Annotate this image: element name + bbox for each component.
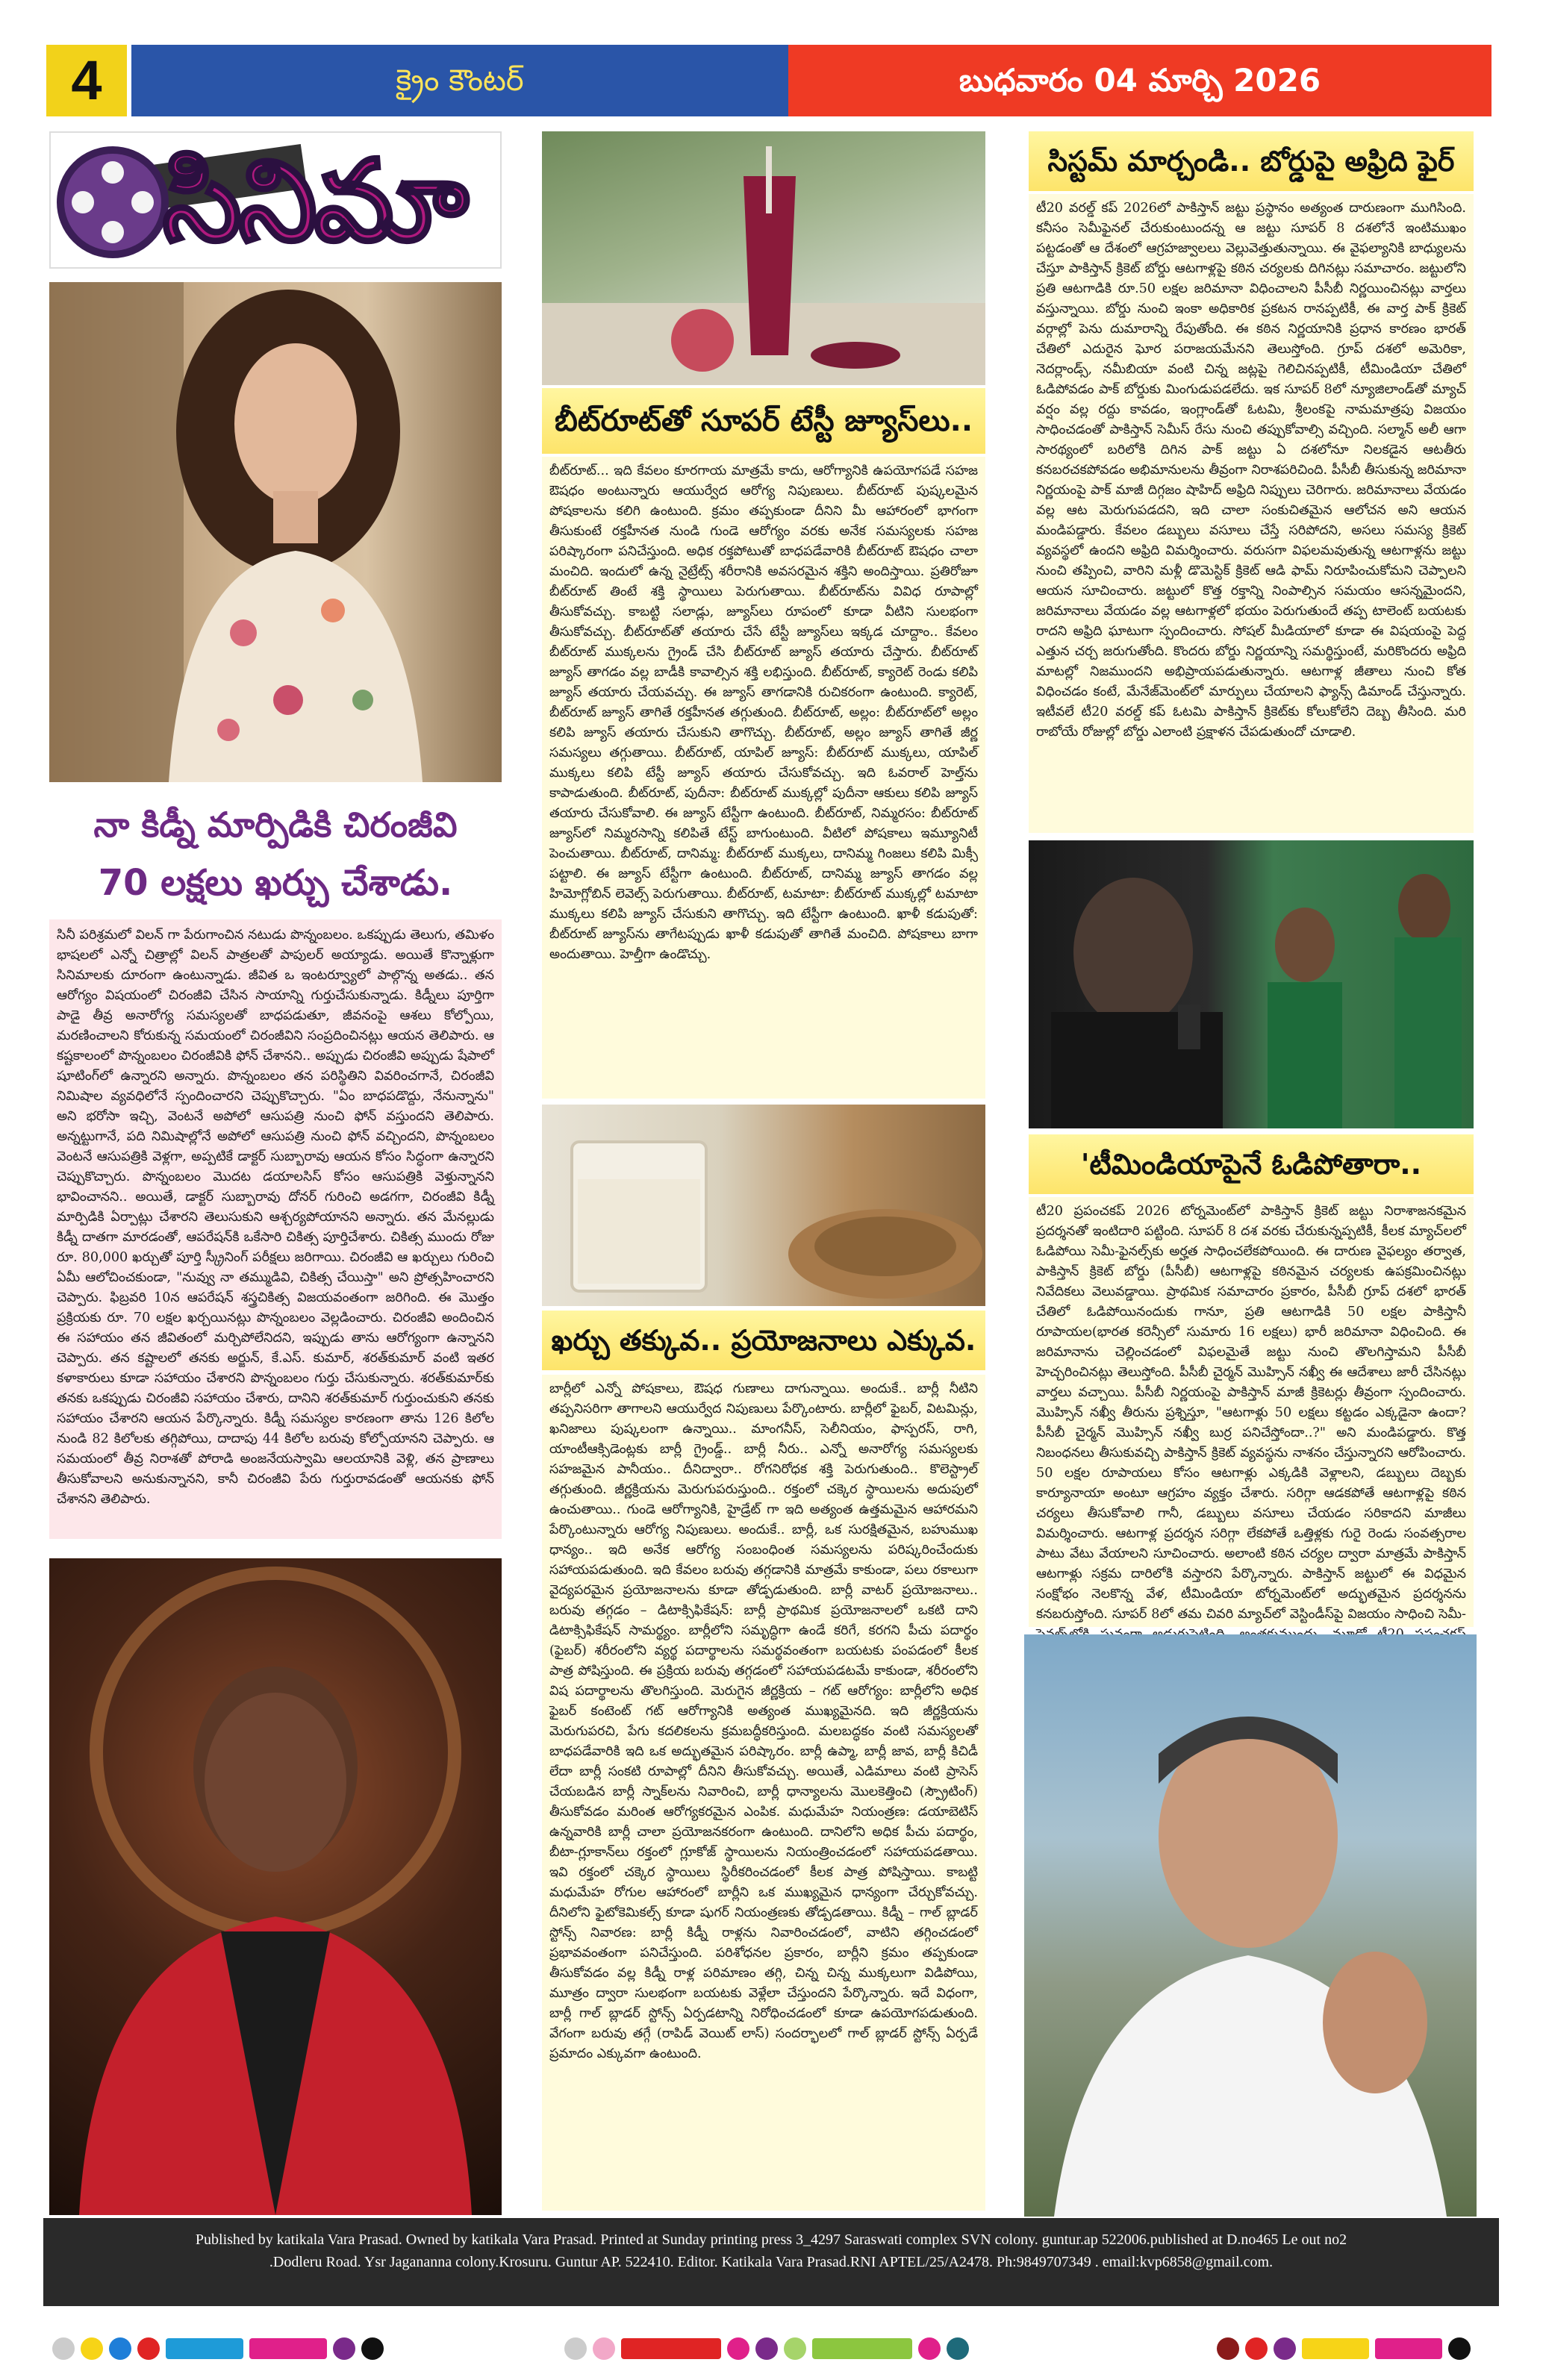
cinema-section-logo <box>49 131 502 269</box>
actor-photo <box>49 1558 502 2215</box>
afridi-article-body: టీ20 వరల్డ్ కప్ 2026లో పాకిస్తాన్ జట్టు ప్రస్థానం అత్యంత దారుణంగా ముగిసింది. కనీసం సెమీఫైనల్ చేరుకుంటుందన్న ఆ జట్టు సూపర్ 8 దశలోనే ఇంటిముఖం పట్టడంతో ఆ దేశంలో ఆగ్రహజ్వాలలు వెల్లువెత్తుతున్నాయి. ఈ వైఫల్యానికి బాధ్యులను చేస్తూ పాకిస్తాన్ క్రికెట్ బోర్డు ఆటగాళ్లపై కఠిన చర్యలకు దిగినట్లు సమాచారం. జట్టులోని ప్రతి ఆటగాడికి రూ.50 లక్షల జరిమానా విధించాలని పీసీబీ నిర్ణయించినట్లు వార్తలు వస్తున్నాయి. బోర్డు నుంచి ఇంకా అధికారిక ప్రకటన రానప్పటికీ, ఈ వార్త పాక్ క్రికెట్ వర్గాల్లో పెను దుమారాన్ని రేపుతోంది. ఈ కఠిన నిర్ణయానికి ప్రధాన కారణం భారత్ చేతిలో ఎదురైన ఘోర పరాజయమేనని తెలుస్తోంది. గ్రూప్ దశలో అమెరికా, నెదర్లాండ్స్, నమీబియా వంటి చిన్న జట్లపై గెలిచినప్పటికీ, టీమిండియా చేతిలో ఓడిపోవడం పాక్ బోర్డుకు మింగుడుపడలేదు. ఇక సూపర్ 8లో న్యూజిలాండ్‌తో మ్యాచ్ వర్షం వల్ల రద్దు కావడం, ఇంగ్లాండ్‌తో ఓటమి, శ్రీలంకపై నామమాత్రపు విజయం సాధించడంతో పాకిస్తాన్ సెమీస్ రేసు నుంచి తప్పుకోవాల్సి వచ్చింది. సల్మాన్ అలీ ఆగా సారథ్యంలో బరిలోకి దిగిన పాక్ జట్టు ఏ దశలోనూ నిలకడైన ఆటతీరు కనబరచకపోవడం అభిమానులను తీవ్రంగా నిరాశపరిచింది. పీసీబీ తీసుకున్న జరిమానా నిర్ణయంపై పాక్ మాజీ దిగ్గజం షాహిద్ అఫ్రిది నిప్పులు చెరిగారు. జరిమానాలు వేయడం వల్ల ఆట మెరుగుపడదని, ఇది చాలా సంకుచితమైన ఆలోచన అని ఆయన మండిపడ్డారు. కేవలం డబ్బులు వసూలు చేస్తే సరిపోదని, అసలు సమస్య క్రికెట్ వ్యవస్థలో ఉందని అఫ్రిది విమర్శించారు. వరుసగా విఫలమవుతున్న ఆటగాళ్లను జట్టు నుంచి తప్పించి, వారిని మళ్లీ డొమెస్టిక్ క్రికెట్ ఆడి ఫామ్ నిరూపించుకోమని చెప్పాలని ఆయన సూచించారు. జట్టులో కొత్త రక్తాన్ని నింపాల్సిన సమయం ఆసన్నమైందని, జరిమానాలు వేయడం వల్ల ఆటగాళ్లలో భయం పెరుగుతుందే తప్ప టాలెంట్ బయటకు రాదని అఫ్రిది ఘాటుగా స్పందించారు. సోషల్ మీడియాలో కూడా ఈ విషయంపై పెద్ద ఎత్తున చర్చ జరుగుతోంది. కొందరు బోర్డు నిర్ణయాన్ని సమర్థిస్తుంటే, మరికొందరు అఫ్రిది మాటల్లో నిజముందని అభిప్రాయపడుతున్నారు. ఆటగాళ్ల జీతాలు నుంచి కోత విధించడం కంటే, మేనేజ్‌మెంట్‌లో మార్పులు చేయాలని ఫ్యాన్స్ డిమాండ్ చేస్తున్నారు. ఇటీవలే టీ20 వరల్డ్ కప్ ఓటమి పాకిస్తాన్ క్రికెట్‌కు కోలుకోలేని దెబ్బ తీసింది. మరి రాబోయే రోజుల్లో బోర్డు ఎలాంటి ప్రక్షాళన చేపడుతుందో చూడాలి. <box>1029 194 1474 833</box>
afridi-headline: సిస్టమ్ మార్చండి.. బోర్డుపై అఫ్రిది ఫైర్ <box>1029 131 1474 191</box>
barley-headline: ఖర్చు తక్కువ.. ప్రయోజనాలు ఎక్కువ. <box>542 1311 985 1370</box>
publisher-footer <box>43 2218 1499 2306</box>
section-title: క్రైం కౌంటర్ <box>131 45 788 116</box>
actress-photo <box>49 282 502 782</box>
team-india-article-body: టీ20 ప్రపంచకప్ 2026 టోర్నమెంట్‌లో పాకిస్తాన్ క్రికెట్ జట్టు నిరాశాజనకమైన ప్రదర్శనతో ఇంటిదారి పట్టింది. సూపర్ 8 దశ వరకు చేరుకున్నప్పటికీ, కీలక మ్యాచ్‌లలో ఓడిపోయి సెమీ-ఫైనల్స్‌కు అర్హత సాధించలేకపోయింది. ఈ దారుణ వైఫల్యం తర్వాత, పాకిస్తాన్ క్రికెట్ బోర్డు (పీసీబీ) ఆటగాళ్లపై కఠినమైన చర్యలకు ఉపక్రమించినట్లు నివేదికలు వెలువడ్డాయి. ప్రాథమిక సమాచారం ప్రకారం, పీసీబీ గ్రూప్ దశలో భారత్ చేతిలో ఓడిపోయినందుకు గానూ, ప్రతి ఆటగాడికి 50 లక్షల పాకిస్తానీ రూపాయల(భారత కరెన్సీలో సుమారు 16 లక్షలు) భారీ జరిమానా విధించింది. ఈ జరిమానాను చెల్లించడంలో విఫలమైతే జట్టు నుంచి తొలగిస్తామని పీసీబీ హెచ్చరించినట్లు తెలుస్తోంది. పీసీబీ చైర్మన్ మొహ్సిన్ నఖ్వీ ఈ ఆదేశాలు జారీ చేసినట్లు వార్తలు వచ్చాయి. పీసీబీ నిర్ణయంపై పాకిస్తాన్ మాజీ క్రికెటర్లు తీవ్రంగా స్పందించారు. మొహ్సిన్ నఖ్వీ తీరును ప్రశ్నిస్తూ, "ఆటగాళ్లు 50 లక్షలు కట్టడం ఎక్కడైనా ఉందా? పీసీబీ చైర్మన్ మొహ్సిన్ నఖ్వీ బుర్ర పనిచేస్తోందా..?" అని మండిపడ్డారు. కొత్త నిబంధనలు తీసుకువచ్చి పాకిస్తాన్ క్రికెట్ వ్యవస్థను నాశనం చేస్తున్నారని ఆరోపించారు. 50 లక్షల రూపాయలు కోసం ఆటగాళ్లు ఎక్కడికి వెళ్లాలని, డబ్బులు దెబ్బకు కార్యూనాయా అంటూ ఆగ్రహం వ్యక్తం చేశారు. సరిగ్గా ఆడకపోతే ఆటగాళ్లపై కఠిన చర్యలు తీసుకోవాలి గానీ, డబ్బులు వసూలు చేయడం సరికాదని మాజీలు విమర్శించారు. ఆటగాళ్ల ప్రదర్శన సరిగ్గా లేకపోతే ఒత్తిళ్లకు గురై రెండు సంవత్సరాల పాటు వేటు వేయాలని సూచించారు. అలాంటి కఠిన చర్యల ద్వారా మాత్రమే పాకిస్తాన్ ఆటగాళ్లు సక్రమ దారిలోకి వస్తారని పేర్కొన్నారు. పాకిస్తాన్ జట్టులో ఈ విధమైన సంక్షోభం నెలకొన్న వేళ, టీమిండియా టోర్నమెంట్‌లో అద్భుతమైన ప్రదర్శనను కనబరుస్తోంది. సూపర్ 8లో తమ చివరి మ్యాచ్‌లో వెస్టిండీస్‌పై విజయం సాధించి సెమీ- <box>1029 1197 1474 1627</box>
afridi-cricket-photo <box>1029 840 1474 1128</box>
coach-photo <box>1024 1634 1477 2217</box>
color-registration-left <box>52 2336 384 2361</box>
issue-date: బుధవారం 04 మార్చి 2026 <box>788 45 1491 116</box>
footer-line-2: .Dodleru Road. Ysr Jagananna colony.Krosuru. Guntur AP. 522410. Editor. Katikala Vara Prasad.RNI APTEL/25/A2478. Ph:9849707349 . email:kvp6858@gmail.com. <box>269 2254 1274 2270</box>
beetroot-article-body: బీట్‌రూట్... ఇది కేవలం కూరగాయ మాత్రమే కాదు, ఆరోగ్యానికి ఉపయోగపడే సహజ ఔషధం అంటున్నారు ఆయుర్వేద ఆరోగ్య నిపుణులు. బీట్‌రూట్ పుష్కలమైన పోషకాలను కలిగి ఉంటుంది. క్రమం తప్పకుండా దీనిని మీ ఆహారంలో భాగంగా తీసుకుంటే రక్తహీనత నుండి గుండె ఆరోగ్యం వరకు అనేక సమస్యలకు సహజ పరిష్కారంగా పనిచేస్తుంది. అధిక రక్తపోటుతో బాధపడేవారికి బీట్‌రూట్ ఔషధం చాలా మంచిది. ఇందులో ఉన్న నైట్రేట్స్ శరీరానికి అవసరమైన శక్తిని అందిస్తాయి. ప్రతిరోజూ బీట్‌రూట్ తింటే శక్తి స్థాయిలు పెరుగుతాయి. బీట్‌రూట్‌ను వివిధ రూపాల్లో తీసుకోవచ్చు. కాబట్టి సలాడ్లు, జ్యూస్‌లు రూపంలో కూడా వీటిని సులభంగా తీసుకోవచ్చు. బీట్‌రూట్‌తో తయారు చేసే టేస్టీ జ్యూస్‌లు ఇక్కడ చూద్దాం.. కేవలం బీట్‌రూట్ ముక్కలను గ్రైండ్ చేసి బీట్‌రూట్ జ్యూస్ తయారు చేస్తారు. బీట్‌రూట్ జ్యూస్ తాగడం వల్ల బాడీకి కావాల్సిన శక్తి లభిస్తుంది. బీట్‌రూట్, క్యారెట్ రెండు కలిపి జ్యూస్ తయారు చేయవచ్చు. ఈ జ్యూస్ తాగడానికి రుచికరంగా ఉంటుంది. క్యారెట్, బీట్‌రూట్ జ్యూస్ తాగితే రక్తహీనత తగ్గుతుంది. బీట్‌రూట్, అల్లం: బీట్‌రూట్‌లో అల్లం కలిపి జ్యూస్ తయారు చేసుకుని తాగొచ్చు. బీట్‌రూట్, అల్లం జ్యూస్ తాగితే జీర్ణ సమస్యలు తగ్గుతాయి. బీట్‌రూట్, యాపిల్ జ్యూస్: బీట్‌రూట్ ముక్కలు, యాపిల్ ముక్కలు కలిపి టేస్టీ జ్యూస్ తయారు చేసుకోవచ్చు. ఇది ఓవరాల్ హెల్త్‌ను కాపాడుతుంది. బీట్‌రూట్, పుదీనా: బీట్‌రూట్ ముక్కల్లో పుదీనా ఆకులు కలిపి జ్యూస్ తయారు చేసుకోవాలి. ఈ జ్యూస్ టేస్టీగా ఉంటుంది. బీట్‌రూట్, నిమ్మరసం: బీట్‌రూట్ జ్యూస్‌లో నిమ్మరసాన్ని కలిపితే టేస్ట్ బాగుంటుంది. వీటిలో పోషకాలు ఇమ్యూనిటీ పెంచుతాయి. బీట్‌రూట్, దానిమ్మ: బీట్‌రూట్ ముక్కలు, దానిమ్మ గింజలు కలిపి మిక్సీ పట్టాలి. ఈ జ్యూస్ టేస్టీగా ఉంటుంది. బీట్‌రూట్, దానిమ్మ జ్యూస్ తాగడం వల్ల హిమోగ్లోబిన్ లెవెల్స్ పెరుగుతాయి. బీట్‌రూట్, టమాటా: బీట్‌రూట్ ముక్కల్లో టమాటా ముక్కలు కలిపి జ్యూస్ చేసుకుని తాగొచ్చు. ఇది టేస్టీగా ఉంటుంది. ఖాళీ కడుపుతో: బీట్‌రూట్ జ్యూస్‌ను తాగేటప్పుడు ఖాళీ కడుపుతో తాగితే మంచిది. పోషకాలు బాగా అందుతాయి. హెల్తీగా ఉండొచ్చు. <box>542 457 985 1099</box>
color-registration-center <box>564 2336 969 2361</box>
chiranjeevi-headline-line1: నా కిడ్నీ మార్పిడికి చిరంజీవి <box>93 805 458 845</box>
barley-photo <box>542 1105 985 1306</box>
beetroot-juice-photo <box>542 131 985 385</box>
beetroot-headline: బీట్‌రూట్‌తో సూపర్ టేస్టీ జ్యూస్‌లు.. <box>542 388 985 454</box>
footer-line-1: Published by katikala Vara Prasad. Owned by katikala Vara Prasad. Printed at Sunday printing press 3_4297 Saraswati complex SVN colony. guntur.ap 522006.published at D.no465 Le out no2 <box>195 2231 1347 2248</box>
chiranjeevi-article-body: సినీ పరిశ్రమలో విలన్ గా పేరుగాంచిన నటుడు పొన్నంబలం. ఒకప్పుడు తెలుగు, తమిళం భాషలలో ఎన్నో చిత్రాల్లో విలన్ పాత్రలతో పాపులర్ అయ్యాడు. అయితే కొన్నాళ్లుగా సినిమాలకు దూరంగా ఉంటున్నాడు. జీవిత ఒ ఇంటర్వ్యూలో పాల్గొన్న అతడు.. తన ఆరోగ్యం విషయంలో చిరంజీవి చేసిన సాయాన్ని గుర్తుచేసుకున్నాడు. కిడ్నీలు పూర్తిగా పాడై తీవ్ర అనారోగ్య సమస్యలతో బాధపడుతూ, జీవనంపై ఆశలు కోల్పోయి, మరణించాలని కోరుకున్న సమయంలో చిరంజీవిని సంప్రదించినట్లు ఆయన తెలిపారు. ఆ కష్టకాలంలో పొన్నంబలం చిరంజీవికి ఫోన్ చేశానని.. అప్పుడు చిరంజీవి అప్పుడు షేపాలో షూటింగ్‌లో ఉన్నారని అన్నారు. పొన్నంబలం తన పరిస్థితిని వివరించగానే, చిరంజీవి నిమిషాల వ్యవధిలోనే స్పందించారని చెప్పుకొచ్చారు. "ఏం బాధపడొద్దు, నేనున్నాను" అని భరోసా ఇచ్చి, వెంటనే అపోలో ఆసుపత్రి నుంచి ఫోన్ వస్తుందని తెలిపారు. అన్నట్టుగానే, పది నిమిషాల్లోనే అపోలో ఆసుపత్రి నుంచి ఫోన్ వచ్చిందని, పొన్నంబలం వెంటనే ఆసుపత్రికి వెళ్లగా, అప్పటికే డాక్టర్ సుబ్బారావు ఆయన కోసం సిద్ధంగా ఉన్నారని చెప్పుకొచ్చారు. పొన్నంబలం మొదట డయాలసిస్ కోసం ఆసుపత్రికి వెళ్తున్నానని భావించానని.. అయితే, డాక్టర్ సుబ్బారావు దోనర్ గురించి అడగగా, చిరంజీవి కిడ్నీ మార్పిడికి ఏర్పాట్లు చేశారని తెలుసుకుని ఆశ్చర్యపోయానని అన్నారు. తన మేనల్లుడు కిడ్నీ దాతగా మారడంతో, ఆపరేషన్‌కి ఒకేసారి చికిత్స పూర్తిచేశారు. చికిత్స ముందు రోజు రూ. 80,000 ఖర్చుతో పూర్తి స్క్రీనింగ్ పరీక్షలు జరిగాయి. చిరంజీవి ఆ ఖర్చులు గురించి ఏమీ ఆలోచించకుండా, "నువ్వు నా తమ్ముడివి, చికిత్స చేయిస్తా" అని ప్రోత్సహించారని చెప్పారు. ఫిబ్రవరి 10న ఆపరేషన్ శస్త్రచికిత్స విజయవంతంగా జరిగింది. ఈ మొత్తం ప్రక్రియకు రూ. 70 లక్షల ఖర్చయినట్లు పొన్నంబలం వెల్లడించారు. చిరంజీవి అందించిన ఈ సహాయం తన జీవితంలో మర్చిపోలేనిదని, ఇప్పుడు తాను ఆరోగ్యంగా ఉన్నానని చెప్పారు. తన కష్టాలలో తనకు అర్జున్, కే.ఎస్. కుమార్, శరత్‌కుమార్ వంటి ఇతర కళాకారులు కూడా సహాయం చేశారని పొన్నంబలం గుర్తు చేసుకున్నారు. శరత్‌కుమార్‌కు తనకు ఒకప్పుడు చిరంజీవి సహాయం చేశారు, దానిని శరత్‌కుమార్ గుర్తుంచుకుని తనకు సహాయం చేశారని ఆయన పేర్కొన్నారు. కిడ్నీ సమస్యల కారణంగా తాను 126 కిలోల నుండి 82 కిలోలకు తగ్గిపోయి, దాదాపు 44 కిలోల బరువు కోల్పోయానని చెప్పారు. ఆ సమయంలో తీవ్ర నిరాశతో పోరాడి అంజనేయస్వామి ఆలయానికి వెళ్లి, తన ప్రాణాలు తీసుకోవాలని అనుకున్నానని, కానీ చిరంజీవి పేరు గుర్తురావడంతో ఆయనకు ఫోన్ చేశానని తెలిపారు. <box>49 919 502 1539</box>
cinema-logo-text: సినిమా <box>163 137 466 266</box>
page-number: 4 <box>46 45 127 116</box>
chiranjeevi-headline-line2: 70 లక్షలు ఖర్చు చేశాడు. <box>98 862 453 904</box>
color-registration-right <box>1217 2336 1471 2361</box>
team-india-headline: 'టీమిండియాపైనే ఓడిపోతారా.. <box>1029 1134 1474 1194</box>
film-reel-icon <box>57 146 169 258</box>
barley-article-body: బార్లీలో ఎన్నో పోషకాలు, ఔషధ గుణాలు దాగున్నాయి. అందుకే.. బార్లీ నీటిని తప్పనిసరిగా తాగాలని ఆయుర్వేద నిపుణులు పేర్కొంటారు. బార్లీలో ఫైబర్, విటమిన్లు, ఖనిజాలు పుష్కలంగా ఉన్నాయి.. మాంగనీస్, సెలీనియం, ఫాస్పరస్, రాగి, యాంటీఆక్సిడెంట్లకు బార్లీ గ్రైండ్డ్.. బార్లీ నీరు.. ఎన్నో అనారోగ్య సమస్యలకు సహజమైన పానీయం.. దీనిద్వారా.. రోగనిరోధక శక్తి పెరుగుతుంది.. కొలెస్ట్రాల్ తగ్గుతుంది. జీర్ణక్రియను మెరుగుపరుస్తుంది.. రక్తంలో చక్కెర స్థాయిలను అదుపులో ఉంచుతాయి.. గుండె ఆరోగ్యానికి, హైడ్రేట్ గా ఇది అత్యంత ఉత్తమమైన ఆహారమని పేర్కొంటున్నారు ఆరోగ్య నిపుణులు. అందుకే.. బార్లీ, ఒక సురక్షితమైన, బహుముఖ ధాన్యం.. ఇది అనేక ఆరోగ్య సంబంధింత సమస్యలను పరిష్కరించేందుకు సహాయపడుతుంది. ఇది కేవలం బరువు తగ్గడానికి మాత్రమే కాకుండా, పలు రకాలుగా వైద్యపరమైన ప్రయోజనాలను కూడా తోడ్పడుతుంది. బార్లీ వాటర్ ప్రయోజనాలు.. బరువు తగ్గడం – డిటాక్సిఫికేషన్: బార్లీ ప్రాథమిక ప్రయోజనాలలో ఒకటి దాని డిటాక్సిఫికేషన్ సామర్థ్యం. బార్లీలోని సమృద్ధిగా ఉండే కరిగే, కరగని పీచు పదార్థం (ఫైబర్) శరీరంలోని వ్యర్థ పదార్థాలను సమర్థవంతంగా బయటకు పంపడంలో కీలక పాత్ర పోషిస్తుంది. ఈ ప్రక్రియ బరువు తగ్గడంలో సహాయపడటమే కాకుండా, శరీరంలోని విష పదార్థాలను తొలగిస్తుంది. మెరుగైన జీర్ణక్రియ – గట్ ఆరోగ్యం: బార్లీలోని అధిక ఫైబర్ కంటెంట్ గట్ ఆరోగ్యానికి అత్యంత ముఖ్యమైనది. ఇది జీర్ణక్రియను మెరుగుపరచి, పేగు కదలికలను క్రమబద్ధీకరిస్తుంది. మలబద్ధకం వంటి సమస్యలతో బాధపడేవారికి ఇది ఒక అద్భుతమైన పరిష్కారం. బార్లీ ఉప్మా, బార్లీ జావ, బార్లీ కిచిడీ లేదా బార్లీ సంకటి రూపాల్లో దీనిని తీసుకోవచ్చు. అయితే, ఎడిమాలు వంటి ప్రాసెస్ చేయబడిన బార్లీ స్నాక్‌లను నివారించి, బార్లీ ధాన్యాలను మొలకెత్తించి (స్ప్రౌటింగ్) తీసుకోవడం మరింత ఆరోగ్యకరమైన ఎంపిక. మధుమేహ నియంత్రణ: డయాబెటిస్ ఉన్నవారికి బార్లీ చాలా ప్రయోజనకరంగా ఉంటుంది. దానిలోని అధిక పీచు పదార్థం, బీటా-గ్లూకాన్‌లు రక్తంలో గ్లూకోజ్ స్థాయిలను నియంత్రించడంలో సహాయపడతాయి. ఇవి రక్తంలో చక్కెర స్థాయిలు స్థిరీకరించడంలో కీలక పాత్ర పోషిస్తాయి. కాబట్టి మధుమేహ రోగుల ఆహారంలో బార్లీని ఒక ముఖ్యమైన ధాన్యంగా చేర్చుకోవచ్చు. దీనిలోని ఫైటోకెమికల్స్ కూడా షుగర్ నియంత్రణకు తోడ్పడతాయి. కిడ్నీ – గాల్ బ్లాడర్ స్టోన్స్ నివారణ: బార్లీ కిడ్నీ రాళ్లను నివారించడంలో, వాటిని తగ్గించడంలో ప్రభావవంతంగా పనిచేస్తుంది. పరిశోధనల ప్రకారం, బార్లీని క్రమం తప్పకుండా తీసుకోవడం వల్ల కిడ్నీ రాళ్ల పరిమాణం తగ్గి, చిన్న చిన్న ముక్కలుగా విడిపోయి, మూత్రం ద్వారా సులభంగా బయటకు వెళ్లేలా చేస్తుందని పేర్కొన్నారు. ఇదే విధంగా, బార్లీ గాల్ బ్లాడర్ స్టోన్స్ ఏర్పడటాన్ని నిరోధించడంలో కూడా ఉపయోగపడుతుంది. వేగంగా బరువు తగ్గే (రాపిడ్ వెయిట్ లాస్) సందర్భాలలో గాల్ బ్లాడర్ స్టోన్స్ ఏర్పడే ప్రమాదం ఎక్కువగా ఉంటుంది. <box>542 1375 985 2211</box>
